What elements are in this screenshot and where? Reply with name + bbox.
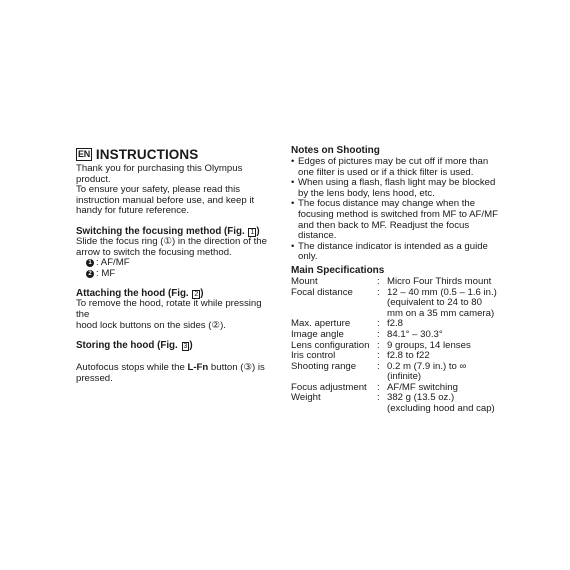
mode-item	[76, 269, 276, 280]
note-line: and then back to MF. Readjust the focus	[298, 219, 470, 231]
spec-label: Focal distance	[291, 286, 353, 298]
spec-value: 12 – 40 mm (0.5 – 1.6 in.) (equivalent to 24 to 80 mm on a 35 mm camera)	[387, 286, 497, 319]
spec-value: f2.8	[387, 318, 404, 330]
figure-number: 3	[183, 343, 188, 351]
spec-colon: :	[377, 318, 380, 330]
specs-table	[291, 277, 506, 415]
spec-value: 0.2 m (7.9 in.) to ∞ (infinite)	[387, 360, 467, 383]
note-item	[291, 157, 506, 178]
intro-line: handy for future reference.	[76, 205, 190, 217]
spec-label: Iris control	[291, 350, 336, 362]
spec-colon: :	[377, 360, 380, 372]
intro-line: To ensure your safety, please read this	[76, 184, 241, 196]
autofocus-line: pressed.	[76, 372, 113, 384]
spec-value: 84.1° – 30.3°	[387, 328, 443, 340]
language-badge: EN	[78, 148, 90, 159]
spec-colon: :	[377, 275, 380, 287]
notes-list	[291, 157, 506, 263]
spec-colon: :	[377, 339, 380, 351]
spec-label: Image angle	[291, 328, 344, 340]
figure-number: 2	[194, 291, 199, 299]
instructions-heading: INSTRUCTIONS	[95, 146, 199, 162]
note-line: distance.	[298, 230, 337, 242]
mode-number-icon: 1	[86, 259, 94, 267]
spec-label: Focus adjustment	[291, 381, 367, 393]
note-line: by the lens body, lens hood, etc.	[298, 187, 435, 199]
note-line: When using a flash, flash light may be blocked	[298, 177, 496, 189]
notes-column	[291, 145, 506, 415]
spec-value: AF/MF switching	[387, 381, 458, 393]
focus-section-title-end: )	[256, 225, 260, 237]
focus-line: Slide the focus ring (①) in the direction of the	[76, 235, 267, 247]
spec-label: Weight	[291, 392, 321, 404]
spec-label: Mount	[291, 275, 318, 287]
instructions-column	[76, 145, 276, 384]
spec-colon: :	[377, 350, 380, 362]
mode-number-icon: 2	[86, 270, 94, 278]
note-item	[291, 242, 506, 263]
note-item	[291, 178, 506, 199]
hood-line: To remove the hood, rotate it while pressing the	[76, 298, 262, 320]
spec-value: 382 g (13.5 oz.) (excluding hood and cap)	[387, 392, 495, 415]
storing-section-title	[76, 340, 276, 351]
note-line: focusing method is switched from MF to AF/MF	[298, 208, 498, 220]
focus-section-title-text: Switching the focusing method (Fig.	[76, 225, 245, 237]
note-line: one filter is used or if a thick filter is used.	[298, 166, 474, 178]
figure-number: 1	[250, 228, 255, 236]
spec-label: Max. aperture	[291, 318, 351, 330]
note-line: Edges of pictures may be cut off if more than	[298, 156, 489, 167]
spec-colon: :	[377, 381, 380, 393]
spec-colon: :	[377, 392, 380, 404]
spec-value: f2.8 to f22	[387, 350, 430, 362]
note-line: The focus distance may change when the	[298, 198, 476, 210]
spec-value: 9 groups, 14 lenses	[387, 339, 471, 351]
storing-section-title-end: )	[189, 340, 193, 352]
hood-section-title-text: Attaching the hood (Fig.	[76, 288, 189, 300]
spec-value: Micro Four Thirds mount	[387, 275, 492, 287]
notes-title: Notes on Shooting	[291, 145, 380, 156]
spec-row	[291, 288, 506, 320]
spec-colon: :	[377, 328, 380, 340]
autofocus-text: Autofocus stops while the	[76, 362, 188, 374]
lfn-button-label: L-Fn	[187, 362, 209, 374]
intro-line: instruction manual before use, and keep it	[76, 194, 255, 206]
focus-line: arrow to switch the focusing method.	[76, 246, 232, 258]
spec-row	[291, 393, 506, 414]
mode-label: : AF/MF	[96, 257, 130, 269]
spec-colon: :	[377, 286, 380, 298]
instructions-heading-row	[76, 145, 276, 163]
spec-row	[291, 362, 506, 383]
hood-line: hood lock buttons on the sides (②).	[76, 319, 226, 331]
note-item	[291, 199, 506, 241]
autofocus-text-end: button (③) is	[208, 362, 265, 374]
intro-line: Thank you for purchasing this Olympus product.	[76, 163, 243, 185]
hood-section-title-end: )	[200, 288, 204, 300]
specs-title: Main Specifications	[291, 264, 385, 276]
spec-label: Shooting range	[291, 360, 357, 372]
note-line: The distance indicator is intended as a guide only.	[298, 240, 488, 263]
spec-label: Lens configuration	[291, 339, 370, 351]
mode-label: : MF	[96, 267, 116, 279]
storing-section-title-text: Storing the hood (Fig.	[76, 340, 178, 352]
